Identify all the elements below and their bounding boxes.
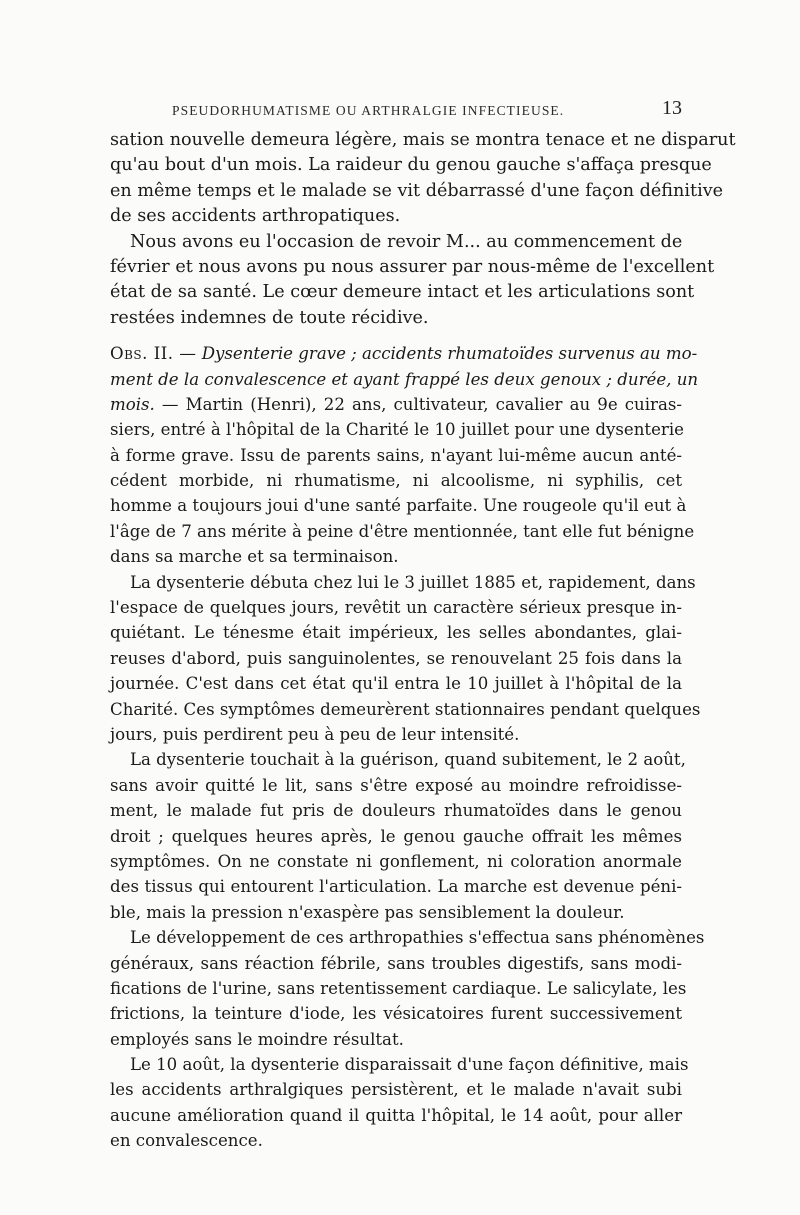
- text-line: l'âge de 7 ans mérite à peine d'être mentionnée, tant elle fut bénigne: [110, 521, 695, 541]
- text-line: reuses d'abord, puis sanguinolentes, se renouvelant 25 fois dans la: [110, 648, 682, 668]
- text-line: dans sa marche et sa terminaison.: [110, 547, 399, 567]
- paragraph: [110, 1052, 689, 1154]
- text-line: fications de l'urine, sans retentissement cardiaque. Le salicylate, les: [110, 978, 687, 998]
- text-line: aucune amélioration quand il quitta l'hôpital, le 14 août, pour aller: [110, 1105, 682, 1125]
- text-line: La dysenterie touchait à la guérison, quand subitement, le 2 août,: [130, 750, 686, 770]
- body-text: [110, 128, 736, 1154]
- text-line: frictions, la teinture d'iode, les vésicatoires furent successivement: [110, 1004, 682, 1024]
- running-head: PSEUDORHUMATISME OU ARTHRALGIE INFECTIEUSE.: [172, 103, 565, 118]
- text-line: droit ; quelques heures après, le genou gauche offrait les mêmes: [110, 826, 682, 846]
- text-line: homme a toujours joui d'une santé parfaite. Une rougeole qu'il eut à: [110, 496, 687, 516]
- spacer: [110, 331, 682, 341]
- text-line: siers, entré à l'hôpital de la Charité le 10 juillet pour une dysenterie: [110, 420, 684, 440]
- page-number: 13: [662, 97, 682, 119]
- text-line: les accidents arthralgiques persistèrent, et le malade n'avait subi: [110, 1080, 682, 1100]
- text-line: employés sans le moindre résultat.: [110, 1029, 404, 1049]
- paragraph: [110, 128, 736, 230]
- text-line: symptômes. On ne constate ni gonflement, ni coloration anormale: [110, 851, 682, 871]
- observation-title-line: [110, 392, 682, 417]
- text-line: généraux, sans réaction fébrile, sans troubles digestifs, sans modi-: [110, 953, 682, 973]
- text-line: des tissus qui entourent l'articulation. La marche est devenue péni-: [110, 877, 682, 897]
- paragraph: [110, 747, 686, 925]
- text-line: sation nouvelle demeura légère, mais se montra tenace et ne disparut: [110, 130, 736, 150]
- text-line: en même temps et le malade se vit débarrassé d'une façon définitive: [110, 180, 724, 201]
- text-line: à forme grave. Issu de parents sains, n'ayant lui-même aucun anté-: [110, 445, 682, 465]
- text-line: Charité. Ces symptômes demeurèrent stationnaires pendant quelques: [110, 699, 701, 719]
- text-line: journée. C'est dans cet état qu'il entra le 10 juillet à l'hôpital de la: [110, 674, 682, 694]
- observation-title-line: [110, 341, 698, 366]
- page-header: [110, 97, 682, 127]
- text-line: cédent morbide, ni rhumatisme, ni alcoolisme, ni syphilis, cet: [110, 471, 682, 491]
- text-line: jours, puis perdirent peu à peu de leur intensité.: [110, 724, 520, 744]
- text-line: ble, mais la pression n'exaspère pas sensiblement la douleur.: [110, 902, 625, 922]
- observation-title: Dysenterie grave ; accidents rhumatoïdes survenus au mo-: [201, 344, 698, 364]
- observation-label: Obs. II. —: [110, 344, 197, 364]
- text-line: Nous avons eu l'occasion de revoir M... au commencement de: [130, 231, 683, 252]
- text-line: état de sa santé. Le cœur demeure intact et les articulations sont: [110, 282, 695, 303]
- text-line: février et nous avons pu nous assurer par nous-même de l'excellent: [110, 256, 715, 277]
- text-line: qu'au bout d'un mois. La raideur du genou gauche s'affaça presque: [110, 155, 712, 176]
- text-line: de ses accidents arthropatiques.: [110, 206, 401, 227]
- patient-intro: — Martin (Henri), 22 ans, cultivateur, cavalier au 9e cuiras-: [154, 394, 682, 414]
- text-line: quiétant. Le ténesme était impérieux, les selles abondantes, glai-: [110, 623, 682, 643]
- text-line: La dysenterie débuta chez lui le 3 juillet 1885 et, rapidement, dans: [130, 572, 696, 592]
- text-line: ment, le malade fut pris de douleurs rhumatoïdes dans le genou: [110, 801, 682, 821]
- text-line: restées indemnes de toute récidive.: [110, 307, 429, 328]
- observation-title-line: ment de la convalescence et ayant frappé les deux genoux ; durée, un: [110, 369, 699, 389]
- text-line: l'espace de quelques jours, revêtit un caractère sérieux presque in-: [110, 598, 682, 618]
- observation-block: [110, 341, 699, 570]
- text-line: en convalescence.: [110, 1131, 263, 1151]
- text-line: Le développement de ces arthropathies s'effectua sans phénomènes: [130, 928, 705, 948]
- paragraph: [110, 570, 701, 748]
- text-line: sans avoir quitté le lit, sans s'être exposé au moindre refroidisse-: [110, 775, 682, 795]
- observation-title-end: mois.: [110, 394, 155, 414]
- paragraph: [110, 925, 705, 1052]
- paragraph: [110, 230, 715, 332]
- text-line: Le 10 août, la dysenterie disparaissait d'une façon définitive, mais: [130, 1055, 689, 1075]
